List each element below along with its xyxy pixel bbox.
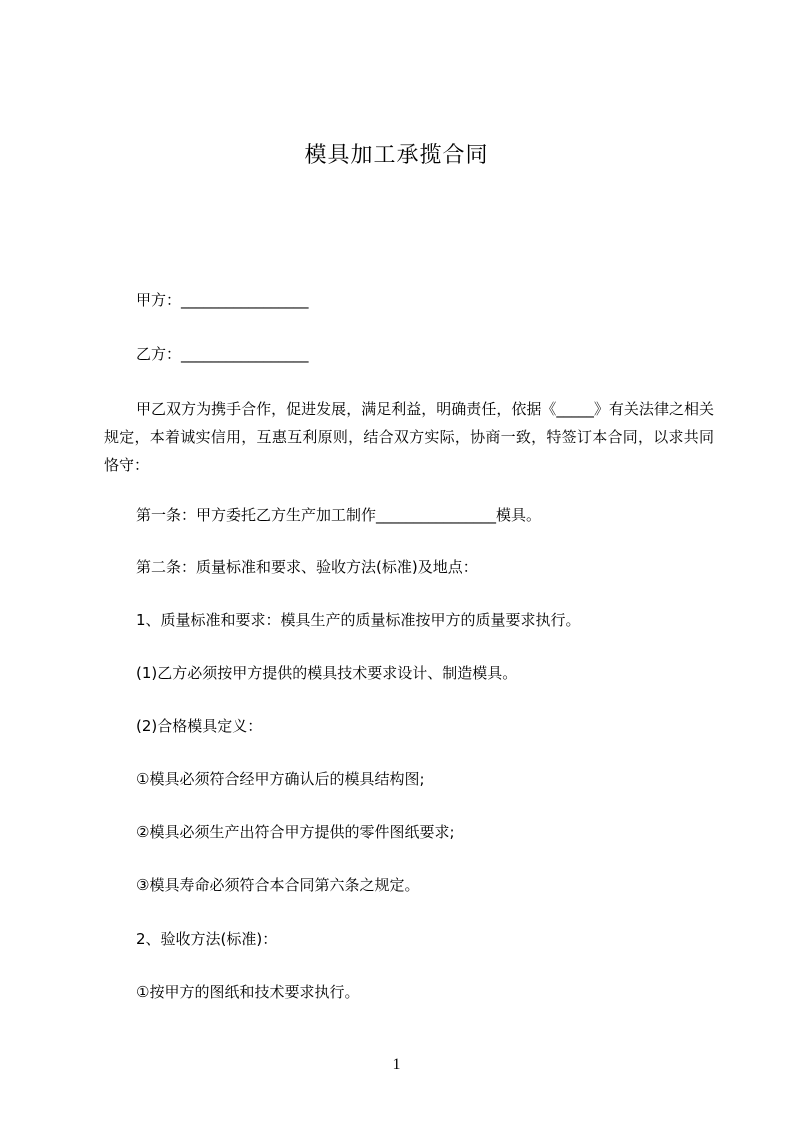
party-a-line: 甲方：_________________ — [136, 291, 309, 309]
item-2-a: ①按甲方的图纸和技术要求执行。 — [136, 983, 360, 1001]
item-1-2: (2)合格模具定义： — [136, 717, 263, 735]
page-number: 1 — [392, 1056, 401, 1073]
article-1: 第一条：甲方委托乙方生产加工制作________________模具。 — [136, 506, 542, 524]
item-1-2-b: ②模具必须生产出符合甲方提供的零件图纸要求; — [136, 823, 455, 841]
document-title: 模具加工承揽合同 — [304, 143, 489, 168]
item-1-1: (1)乙方必须按甲方提供的模具技术要求设计、制造模具。 — [136, 664, 518, 682]
item-1-2-c: ③模具寿命必须符合本合同第六条之规定。 — [136, 876, 420, 894]
preamble-text: 甲乙双方为携手合作，促进发展，满足利益，明确责任，依据《_____》有关法律之相关规定，本着诚实信用，互惠互利原则，结合双方实际，协商一致，特签订本合同，以求共同恪守： — [104, 400, 714, 474]
article-2: 第二条：质量标准和要求、验收方法(标准)及地点： — [136, 558, 478, 576]
party-b-line: 乙方：_________________ — [136, 345, 309, 363]
preamble-paragraph — [104, 395, 714, 479]
item-1: 1、质量标准和要求：模具生产的质量标准按甲方的质量要求执行。 — [136, 611, 581, 629]
item-1-2-a: ①模具必须符合经甲方确认后的模具结构图; — [136, 770, 425, 788]
item-2: 2、验收方法(标准)： — [136, 930, 278, 948]
